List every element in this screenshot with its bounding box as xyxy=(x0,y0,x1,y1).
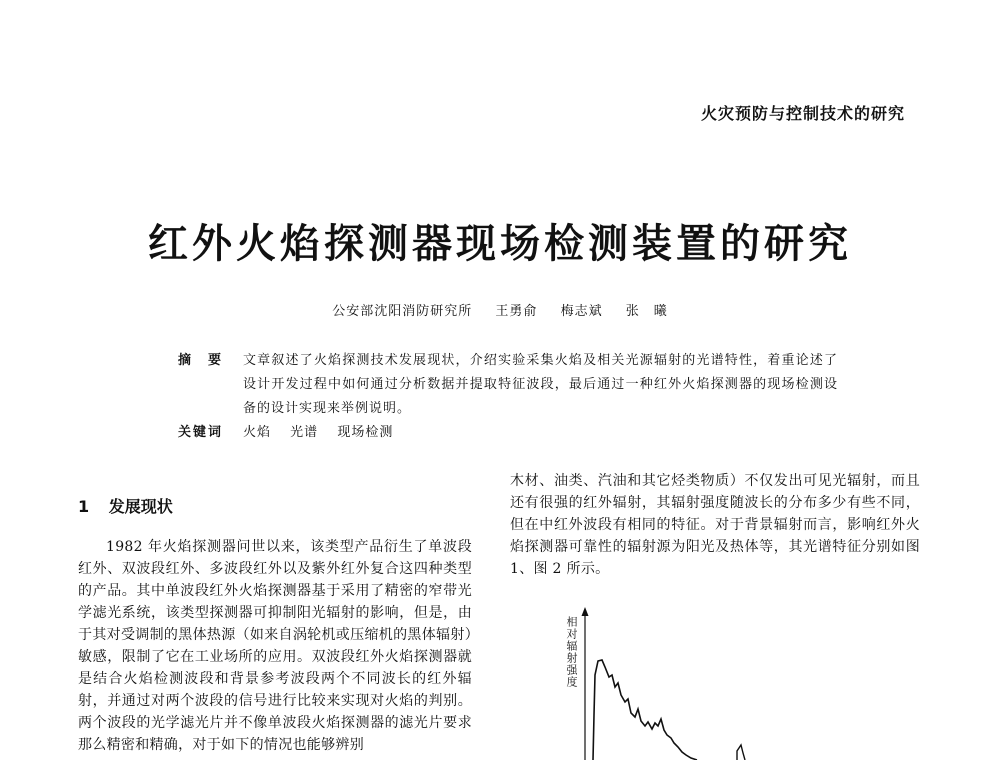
spectrum-figure xyxy=(555,605,855,760)
abstract-text: 文章叙述了火焰探测技术发展现状，介绍实验采集火焰及相关光源辐射的光谱特性，着重论述了设计开发过程中如何通过分析数据并提取特征波段，最后通过一种红外火焰探测器的现场检测设备的设计实现来举例说明。 xyxy=(243,353,838,416)
section-heading xyxy=(78,494,173,517)
keyword: 光谱 xyxy=(290,425,319,440)
author-name: 梅志斌 xyxy=(560,304,603,319)
keywords-list xyxy=(243,421,838,445)
left-column-paragraph: 1982 年火焰探测器问世以来，该类型产品衍生了单波段红外、双波段红外、多波段红外以及紫外红外复合这四种类型的产品。其中单波段红外火焰探测器基于采用了精密的窄带光学滤光系统，该类型探测器可抑制阳光辐射的影响，但是，由于其对受调制的黑体热源（如来自涡轮机或压缩机的黑体辐射）敏感，限制了它在工业场所的应用。双波段红外火焰探测器就是结合火焰检测波段和背景参考波段两个不同波长的红外辐射，并通过对两个波段的信号进行比较来实现对火焰的判别。两个波段的光学滤光片并不像单波段火焰探测器的滤光片要求那么精密和精确，对于如下的情况也能够辨别 xyxy=(78,539,472,753)
running-header: 火灾预防与控制技术的研究 xyxy=(700,104,905,123)
abstract-label: 摘 要 xyxy=(178,353,224,368)
figure-axis-arrow xyxy=(582,607,589,616)
spectrum-curve xyxy=(593,660,697,760)
author-line xyxy=(0,300,1000,319)
keywords-row xyxy=(178,421,838,445)
author-name: 张 曦 xyxy=(625,304,668,319)
section-title: 发展现状 xyxy=(108,497,173,516)
abstract-row xyxy=(178,349,838,421)
affiliation: 公安部沈阳消防研究所 xyxy=(332,304,473,319)
abstract-block xyxy=(178,349,838,445)
right-column-paragraph: 木材、油类、汽油和其它烃类物质）不仅发出可见光辐射，而且还有很强的红外辐射，其辐射强度随波长的分布多少有些不同，但在中红外波段有相同的特征。对于背景辐射而言，影响红外火焰探测器可靠性的辐射源为阳光及热体等，其光谱特征分别如图 1、图 2 所示。 xyxy=(510,473,920,577)
spectrum-tail xyxy=(737,745,745,760)
keyword: 火焰 xyxy=(243,425,272,440)
section-number: 1 xyxy=(78,497,90,516)
keywords-label: 关键词 xyxy=(178,425,224,440)
author-name: 王勇俞 xyxy=(495,304,538,319)
figure-y-axis-label: 相对辐射强度 xyxy=(565,616,578,688)
keyword: 现场检测 xyxy=(337,425,394,440)
article-title: 红外火焰探测器现场检测装置的研究 xyxy=(148,221,852,267)
